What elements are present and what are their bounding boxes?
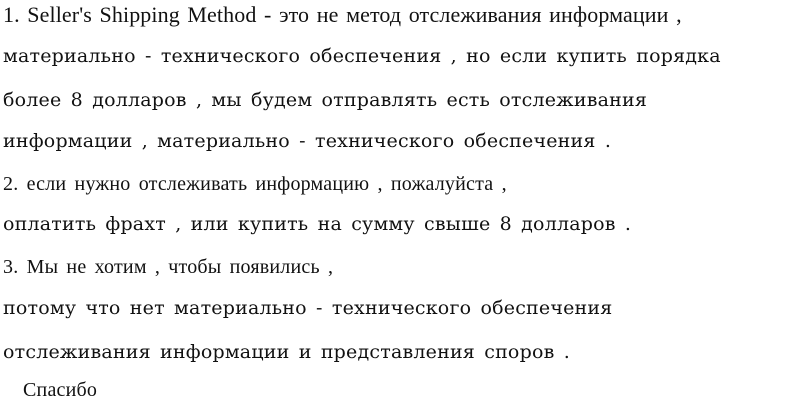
text-line-6: оплатить фрахт , или купить на сумму свыше 8 долларов . bbox=[3, 213, 632, 235]
text-line-7: 3. Мы не хотим , чтобы появились , bbox=[3, 256, 334, 278]
text-line-1: 1. Seller's Shipping Method - это не метод отслеживания информации , bbox=[3, 2, 682, 27]
text-line-8: потому что нет материально - технического обеспечения bbox=[3, 297, 613, 319]
signoff-text: Спасибо bbox=[23, 379, 98, 401]
text-line-3: более 8 долларов , мы будем отправлять есть отслеживания bbox=[3, 89, 648, 111]
text-line-9: отслеживания информации и представления споров . bbox=[3, 341, 570, 363]
text-line-5: 2. если нужно отслеживать информацию , пожалуйста , bbox=[3, 173, 507, 195]
text-line-2: материально - технического обеспечения , но если купить порядка bbox=[3, 45, 721, 67]
text-line-4: информации , материально - технического обеспечения . bbox=[3, 130, 612, 152]
